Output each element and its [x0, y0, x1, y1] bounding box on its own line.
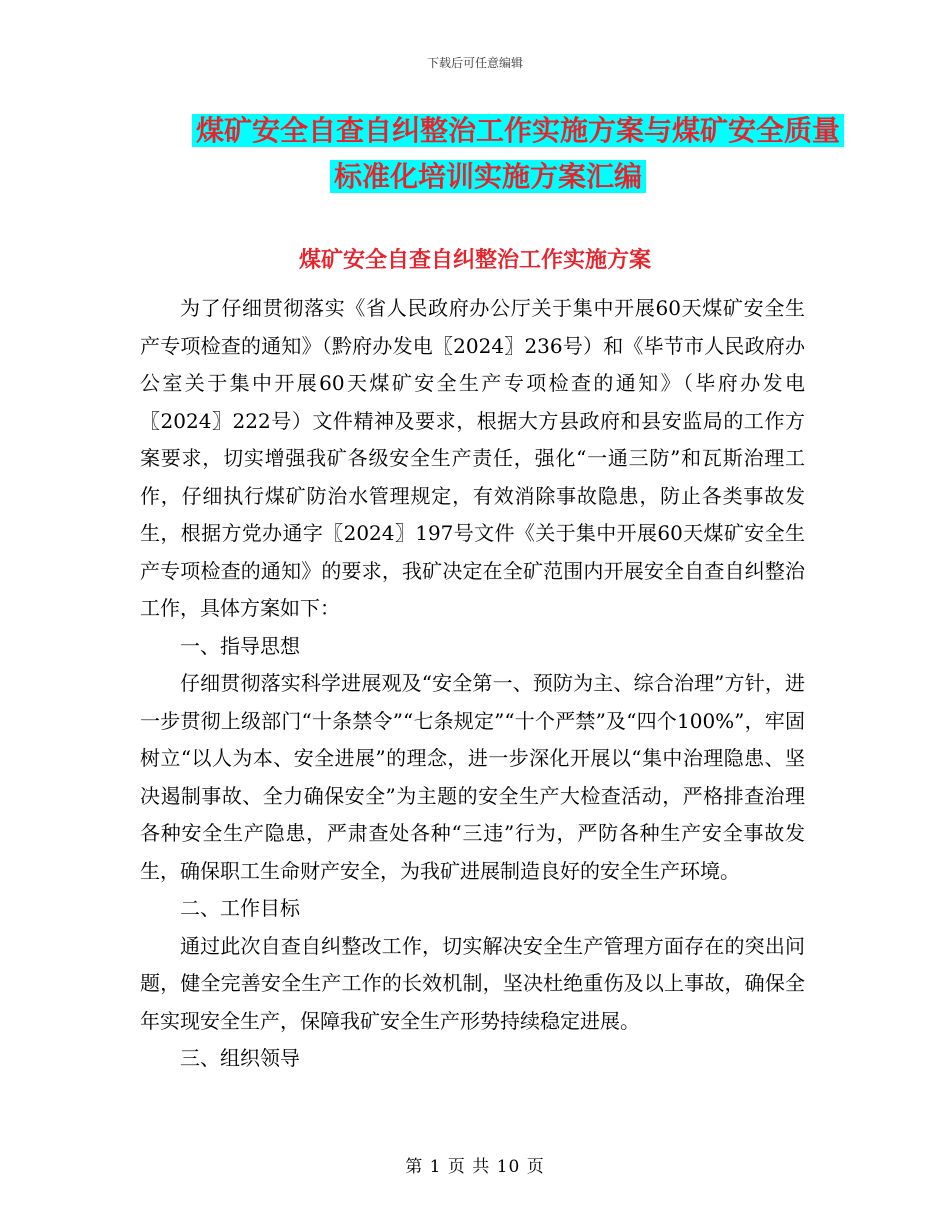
page-number: 第 1 页 共 10 页	[405, 1157, 545, 1177]
header-note: 下载后可任意编辑	[426, 56, 523, 70]
heading-organization-leadership: 三、组织领导	[180, 1046, 300, 1070]
paragraph-guiding-ideology: 仔细贯彻落实科学进展观及“安全第一、预防为主、综合治理”方针，进一步贯彻上级部门“十条禁令”“七条规定”“十个严禁”及“四个100%”，牢固树立“以人为本、安全进展”的理念，进一步深化开展以“集中治理隐患、坚决遏制事故、全力确保安全”为主题的安全生产大检查活动，严格排查治理各种安全生产隐患，严肃查处各种“三违”行为，严防各种生产安全事故发生，确保职工生命财产安全，为我矿进展制造良好的安全生产环境。	[140, 671, 805, 883]
section-title: 煤矿安全自查自纠整治工作实施方案	[298, 248, 651, 273]
title-highlight-2: 标准化培训实施方案汇编	[330, 160, 646, 193]
document-title-line-2	[140, 154, 810, 200]
document-body	[140, 290, 805, 1078]
title-highlight-1: 煤矿安全自查自纠整治工作实施方案与煤矿安全质量	[192, 114, 844, 147]
paragraph-work-goals: 通过此次自查自纠整改工作，切实解决安全生产管理方面存在的突出问题，健全完善安全生产工作的长效机制，坚决杜绝重伤及以上事故，确保全年实现安全生产，保障我矿安全生产形势持续稳定进展。	[140, 933, 805, 1033]
paragraph-intro: 为了仔细贯彻落实《省人民政府办公厅关于集中开展60天煤矿安全生产专项检查的通知》（黔府办发电〖2024〗236号）和《毕节市人民政府办公室关于集中开展60天煤矿安全生产专项检查的通知》（毕府办发电〖2024〗222号）文件精神及要求，根据大方县政府和县安监局的工作方案要求，切实增强我矿各级安全生产责任，强化“一通三防”和瓦斯治理工作，仔细执行煤矿防治水管理规定，有效消除事故隐患，防止各类事故发生，根据方党办通字〖2024〗197号文件《关于集中开展60天煤矿安全生产专项检查的通知》的要求，我矿决定在全矿范围内开展安全自查自纠整治工作，具体方案如下：	[140, 296, 805, 620]
heading-guiding-ideology: 一、指导思想	[180, 633, 300, 658]
document-title	[140, 108, 841, 200]
document-title-line-1	[140, 108, 841, 154]
heading-work-goals: 二、工作目标	[180, 896, 300, 920]
